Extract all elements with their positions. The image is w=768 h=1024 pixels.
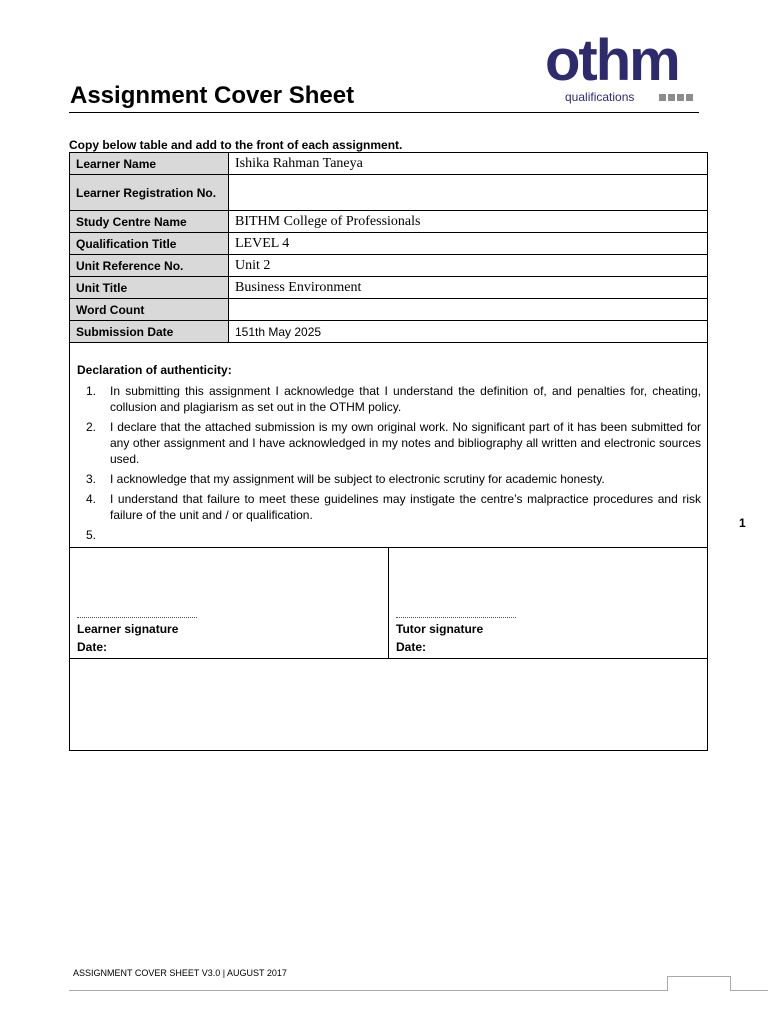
list-item-number: 3. [86, 472, 97, 486]
learner-signature-line [77, 617, 197, 618]
table-row [70, 277, 708, 299]
submission-date-value: 151th May 2025 [229, 321, 708, 343]
declaration-title: Declaration of authenticity: [77, 363, 232, 377]
unit-reference-value: Unit 2 [229, 255, 708, 277]
learner-signature-cell [70, 548, 388, 658]
table-row [70, 153, 708, 175]
list-item-number: 5. [86, 528, 97, 542]
list-item [77, 383, 701, 415]
signature-row [69, 547, 708, 659]
page-title: Assignment Cover Sheet [70, 82, 355, 109]
declaration-list [77, 383, 701, 542]
table-row [70, 321, 708, 343]
list-item [77, 471, 701, 487]
row-label: Learner Name [70, 153, 229, 175]
tutor-date-label: Date: [396, 640, 427, 654]
logo-wordmark: othm [545, 28, 679, 93]
row-label: Qualification Title [70, 233, 229, 255]
row-label: Study Centre Name [70, 211, 229, 233]
instruction-text: Copy below table and add to the front of each assignment. [69, 138, 403, 152]
logo-squares-icon [659, 94, 693, 101]
footer-divider [69, 990, 768, 991]
row-label: Unit Reference No. [70, 255, 229, 277]
list-item-text: I acknowledge that my assignment will be subject to electronic scrutiny for academic honesty. [110, 472, 605, 486]
learner-date-label: Date: [77, 640, 108, 654]
list-item-number: 1. [86, 384, 97, 398]
table-row [70, 233, 708, 255]
list-item-number: 4. [86, 492, 97, 506]
list-item-text: I understand that failure to meet these guidelines may instigate the centre’s malpractice procedures and risk failure of the unit and / or qualification. [110, 492, 701, 522]
row-label: Submission Date [70, 321, 229, 343]
list-item [77, 491, 701, 523]
declaration-box [69, 343, 708, 548]
learner-info-table [69, 152, 708, 343]
row-label: Learner Registration No. [70, 175, 229, 211]
qualification-title-value: LEVEL 4 [229, 233, 708, 255]
tutor-signature-line [396, 617, 516, 618]
title-divider [69, 112, 699, 113]
row-label: Unit Title [70, 277, 229, 299]
table-row [70, 175, 708, 211]
footer-text: ASSIGNMENT COVER SHEET V3.0 | AUGUST 2017 [73, 968, 287, 978]
unit-title-value: Business Environment [229, 277, 708, 299]
notes-box [69, 658, 708, 751]
tutor-signature-label: Tutor signature [396, 622, 484, 636]
list-item-text: I declare that the attached submission is my own original work. No significant part of it has been submitted for any other assignment and I have acknowledged in my notes and bibliography all written and electronic sources used. [110, 420, 701, 466]
list-item-text: In submitting this assignment I acknowledge that I understand the definition of, and penalties for, cheating, collusion and plagiarism as set out in the OTHM policy. [110, 384, 701, 414]
row-label: Word Count [70, 299, 229, 321]
page-number: 1 [739, 516, 746, 530]
study-centre-value: BITHM College of Professionals [229, 211, 708, 233]
othm-logo [543, 28, 703, 110]
registration-no-value [229, 175, 708, 211]
footer-tab [667, 976, 731, 991]
list-item-number: 2. [86, 420, 97, 434]
table-row [70, 211, 708, 233]
learner-name-value: Ishika Rahman Taneya [229, 153, 708, 175]
list-item [77, 419, 701, 467]
logo-subtitle: qualifications [565, 90, 635, 104]
learner-signature-label: Learner signature [77, 622, 179, 636]
tutor-signature-cell [388, 548, 707, 658]
table-row [70, 299, 708, 321]
word-count-value [229, 299, 708, 321]
table-row [70, 255, 708, 277]
